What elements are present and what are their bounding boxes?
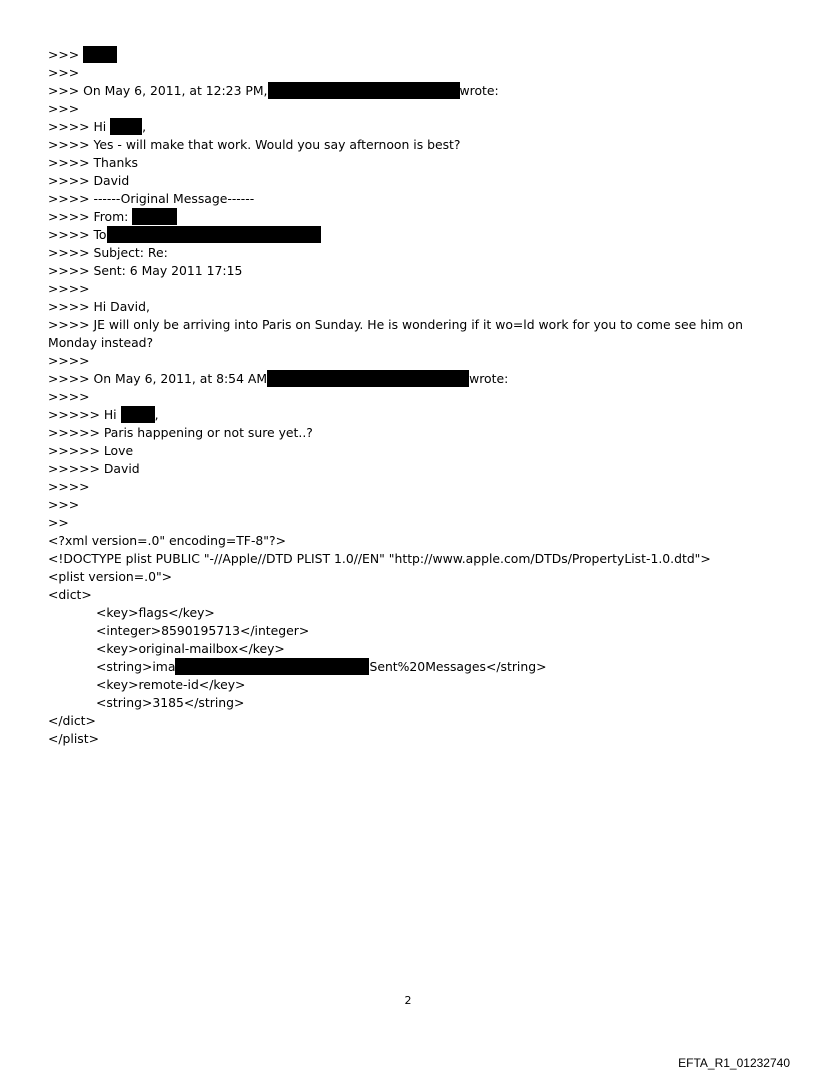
document-id: EFTA_R1_01232740 <box>678 1056 790 1070</box>
text-line: >>> <box>48 101 80 116</box>
xml-line: <plist version=.0"> <box>48 569 173 584</box>
text-line: >>>> <box>48 389 90 404</box>
text-line: >>>>> Paris happening or not sure yet..? <box>48 425 313 440</box>
page-number: 2 <box>404 994 412 1007</box>
text-line: >>>> On May 6, 2011, at 8:54 AM wrote: <box>48 371 509 386</box>
text-line: >>>> <box>48 479 90 494</box>
text-line: >>> <box>48 65 80 80</box>
redaction-block <box>268 82 460 99</box>
xml-line: <key>remote-id</key> <box>96 677 246 692</box>
text-line: >>>> Hi , <box>48 119 147 134</box>
text-line: >>>> Thanks <box>48 155 138 170</box>
text-line: >>>> Subject: Re: <box>48 245 168 260</box>
text-line: >>> On May 6, 2011, at 12:23 PM, wrote: <box>48 83 499 98</box>
text-line: >>>> <box>48 281 90 296</box>
redaction-block <box>121 406 155 423</box>
text-line: >>>> Hi David, <box>48 299 150 314</box>
redaction-block <box>83 46 117 63</box>
xml-line: <key>original-mailbox</key> <box>96 641 285 656</box>
text-line: >>>>> Hi , <box>48 407 159 422</box>
xml-line: <integer>8590195713</integer> <box>96 623 310 638</box>
xml-line: </plist> <box>48 731 100 746</box>
text-line: >>>> Yes - will make that work. Would you say afternoon is best? <box>48 137 461 152</box>
email-document <box>48 46 768 748</box>
xml-line: <key>flags</key> <box>96 605 215 620</box>
redaction-block <box>110 118 142 135</box>
text-line: >>> <box>48 46 768 64</box>
text-line: >>>> David <box>48 173 130 188</box>
text-line: >>> <box>48 497 80 512</box>
xml-line: <!DOCTYPE plist PUBLIC "-//Apple//DTD PLIST 1.0//EN" "http://www.apple.com/DTDs/PropertyList-1.0.dtd"> <box>48 551 711 566</box>
redaction-block <box>175 658 369 675</box>
text-line: >>>> JE will only be arriving into Paris on Sunday. He is wondering if it wo=ld work for you to come see him on Monday instead? <box>48 317 743 350</box>
xml-line: <string>3185</string> <box>96 695 245 710</box>
xml-line: <?xml version=.0" encoding=TF-8"?> <box>48 533 286 548</box>
text-line: >>>> To <box>48 226 768 244</box>
text-line: >>>> <box>48 353 90 368</box>
text-line: >>>> Sent: 6 May 2011 17:15 <box>48 263 243 278</box>
text-line: >> <box>48 515 69 530</box>
xml-line: <string>ima Sent%20Messages</string> <box>96 659 547 674</box>
text-line: >>>>> Love <box>48 443 134 458</box>
text-line: >>>> From: <box>48 208 768 226</box>
text-line: >>>>> David <box>48 461 140 476</box>
xml-line: <dict> <box>48 587 92 602</box>
redaction-block <box>267 370 469 387</box>
xml-line: </dict> <box>48 713 96 728</box>
text-line: >>>> ------Original Message------ <box>48 191 255 206</box>
redaction-block <box>107 226 321 243</box>
redaction-block <box>132 208 177 225</box>
